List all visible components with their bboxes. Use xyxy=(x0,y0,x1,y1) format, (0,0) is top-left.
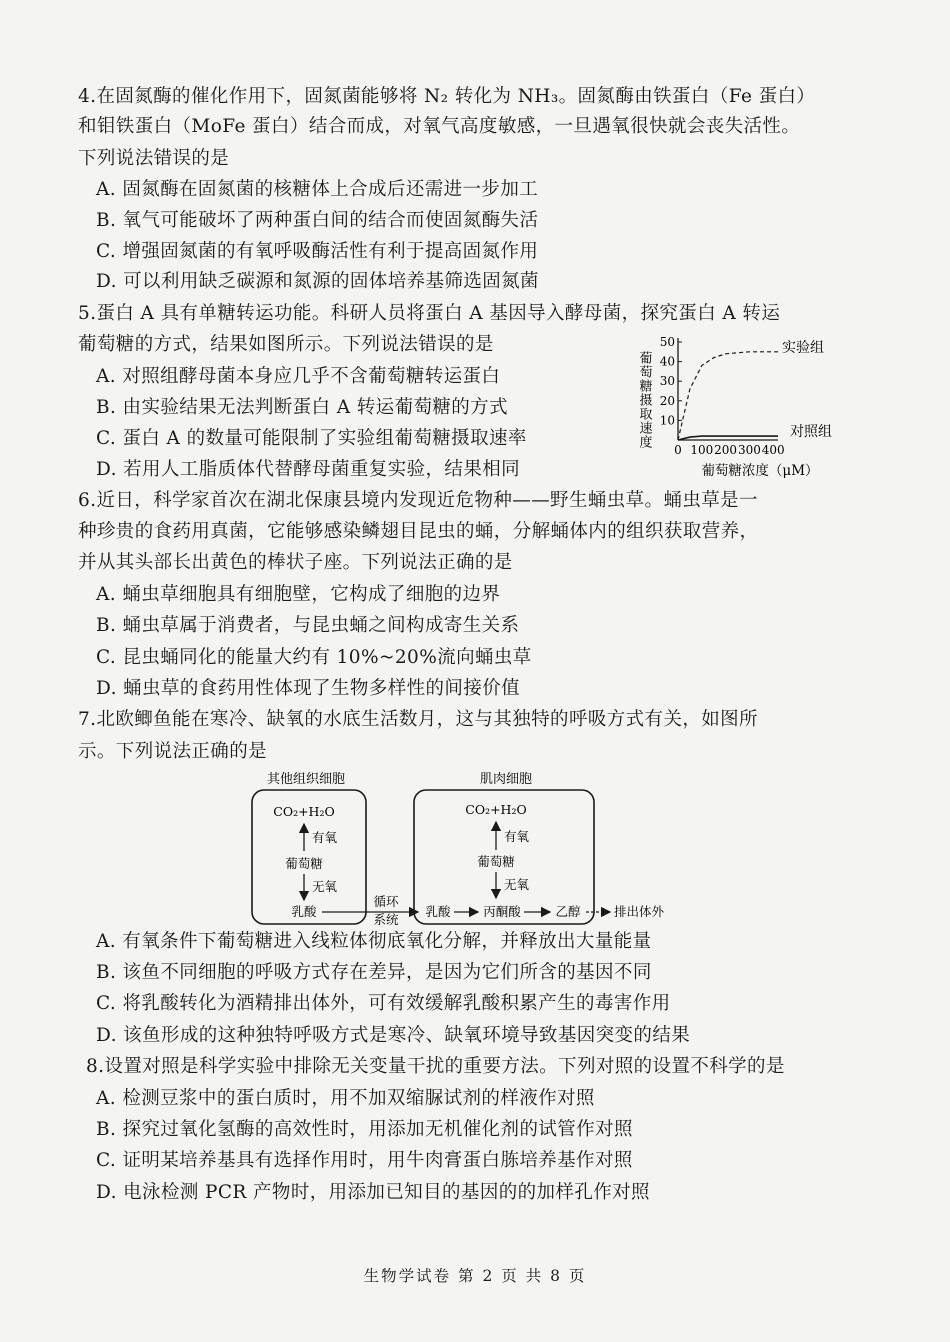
y-tick-label: 40 xyxy=(659,354,675,369)
question-7-stem-line-2: 示。下列说法正确的是 xyxy=(78,741,268,762)
question-5-option-d: D. 若用人工脂质体代替酵母菌重复实验，结果相同 xyxy=(96,459,521,480)
right-co2-h2o: CO₂+H₂O xyxy=(465,802,527,817)
experimental-group-line xyxy=(678,352,780,440)
right-glucose: 葡萄糖 xyxy=(477,854,515,869)
chart-ylabel: 葡萄糖摄取速度 xyxy=(636,351,652,449)
question-6-stem-line-1: 6.近日，科学家首次在湖北保康县境内发现近危物种——野生蛹虫草。蛹虫草是一 xyxy=(78,490,758,511)
right-aerobic-label: 有氧 xyxy=(504,829,530,844)
left-box-title: 其他组织细胞 xyxy=(266,772,346,787)
legend-control: 对照组 xyxy=(790,424,832,440)
glucose-uptake-chart xyxy=(628,328,850,480)
left-lactic-acid: 乳酸 xyxy=(291,904,317,919)
chart-y-ticks xyxy=(660,335,682,427)
right-box-title: 肌肉细胞 xyxy=(479,772,533,787)
question-4-option-b: B. 氧气可能破坏了两种蛋白间的结合而使固氮酶失活 xyxy=(96,210,539,231)
left-anaerobic-label: 无氧 xyxy=(312,879,338,894)
x-tick-label: 200 xyxy=(714,443,738,457)
question-4-option-d: D. 可以利用缺乏碳源和氮源的固体培养基筛选固氮菌 xyxy=(96,271,539,292)
chart-series xyxy=(678,352,780,440)
question-8-stem-line-1: 8.设置对照是科学实验中排除无关变量干扰的重要方法。下列对照的设置不科学的是 xyxy=(86,1056,785,1077)
y-tick-label: 10 xyxy=(659,413,675,428)
question-4-option-a: A. 固氮酶在固氮菌的核糖体上合成后还需进一步加工 xyxy=(96,179,539,200)
respiration-diagram xyxy=(240,766,710,928)
chart-x-ticks xyxy=(674,443,785,457)
circulation-label-1: 循环 xyxy=(373,894,399,909)
right-anaerobic-label: 无氧 xyxy=(504,877,530,892)
circulation-label-2: 系统 xyxy=(373,912,399,927)
question-6-stem-line-2: 种珍贵的食药用真菌，它能够感染鳞翅目昆虫的蛹，分解蛹体内的组织获取营养， xyxy=(78,521,759,542)
y-tick-label: 50 xyxy=(659,335,675,349)
x-tick-label: 400 xyxy=(761,443,785,457)
y-tick-label: 30 xyxy=(659,374,675,389)
right-lactic-acid: 乳酸 xyxy=(425,904,451,919)
x-tick-label: 300 xyxy=(737,443,761,457)
excrete-label: 排出体外 xyxy=(614,904,665,919)
question-8-option-c: C. 证明某培养基具有选择作用时，用牛肉膏蛋白胨培养基作对照 xyxy=(96,1150,633,1171)
x-tick-label: 0 xyxy=(674,443,682,457)
chart-xlabel: 葡萄糖浓度（μM） xyxy=(701,463,819,479)
question-4-stem-line-2: 和钼铁蛋白（MoFe 蛋白）结合而成，对氧气高度敏感，一旦遇氧很快就会丧失活性。 xyxy=(78,116,801,137)
left-aerobic-label: 有氧 xyxy=(312,830,338,845)
question-5-option-b: B. 由实验结果无法判断蛋白 A 转运葡萄糖的方式 xyxy=(96,397,508,418)
question-6-option-c: C. 昆虫蛹同化的能量大约有 10%~20%流向蛹虫草 xyxy=(96,647,532,668)
y-tick-label: 20 xyxy=(659,393,675,408)
legend-experimental: 实验组 xyxy=(782,340,824,356)
question-7-option-a: A. 有氧条件下葡萄糖进入线粒体彻底氧化分解，并释放出大量能量 xyxy=(96,931,652,952)
question-8-option-a: A. 检测豆浆中的蛋白质时，用不加双缩脲试剂的样液作对照 xyxy=(96,1088,595,1109)
question-6-option-b: B. 蛹虫草属于消费者，与昆虫蛹之间构成寄生关系 xyxy=(96,615,520,636)
question-5-option-c: C. 蛋白 A 的数量可能限制了实验组葡萄糖摄取速率 xyxy=(96,428,527,449)
question-7-option-b: B. 该鱼不同细胞的呼吸方式存在差异，是因为它们所含的基因不同 xyxy=(96,962,652,983)
question-4-stem-line-3: 下列说法错误的是 xyxy=(78,148,230,169)
question-6-option-d: D. 蛹虫草的食药用性体现了生物多样性的间接价值 xyxy=(96,678,521,699)
question-5-stem-line-1: 5.蛋白 A 具有单糖转运功能。科研人员将蛋白 A 基因导入酵母菌，探究蛋白 A 转运 xyxy=(78,303,781,324)
question-6-stem-line-3: 并从其头部长出黄色的棒状子座。下列说法正确的是 xyxy=(78,552,513,573)
question-7-stem-line-1: 7.北欧鲫鱼能在寒冷、缺氧的水底生活数月，这与其独特的呼吸方式有关，如图所 xyxy=(78,709,758,730)
left-glucose: 葡萄糖 xyxy=(285,856,323,871)
question-4-option-c: C. 增强固氮菌的有氧呼吸酶活性有利于提高固氮作用 xyxy=(96,241,539,262)
question-7-option-c: C. 将乳酸转化为酒精排出体外，可有效缓解乳酸积累产生的毒害作用 xyxy=(96,993,671,1014)
question-8-option-b: B. 探究过氧化氢酶的高效性时，用添加无机催化剂的试管作对照 xyxy=(96,1119,633,1140)
left-co2-h2o: CO₂+H₂O xyxy=(273,804,335,819)
pyruvate: 丙酮酸 xyxy=(483,904,521,919)
question-5-stem-line-2: 葡萄糖的方式，结果如图所示。下列说法错误的是 xyxy=(78,334,494,355)
question-6-option-a: A. 蛹虫草细胞具有细胞壁，它构成了细胞的边界 xyxy=(96,584,501,605)
page-footer: 生物学试卷 第 2 页 共 8 页 xyxy=(363,1267,587,1285)
question-8-option-d: D. 电泳检测 PCR 产物时，用添加已知目的基因的的加样孔作对照 xyxy=(96,1182,650,1203)
question-4-stem-line-1: 4.在固氮酶的催化作用下，固氮菌能够将 N₂ 转化为 NH₃。固氮酶由铁蛋白（Fe 蛋白） xyxy=(78,86,816,107)
ethanol: 乙醇 xyxy=(555,904,581,919)
question-5-option-a: A. 对照组酵母菌本身应几乎不含葡萄糖转运蛋白 xyxy=(96,366,501,387)
x-tick-label: 100 xyxy=(690,443,714,457)
question-7-option-d: D. 该鱼形成的这种独特呼吸方式是寒冷、缺氧环境导致基因突变的结果 xyxy=(96,1025,691,1046)
